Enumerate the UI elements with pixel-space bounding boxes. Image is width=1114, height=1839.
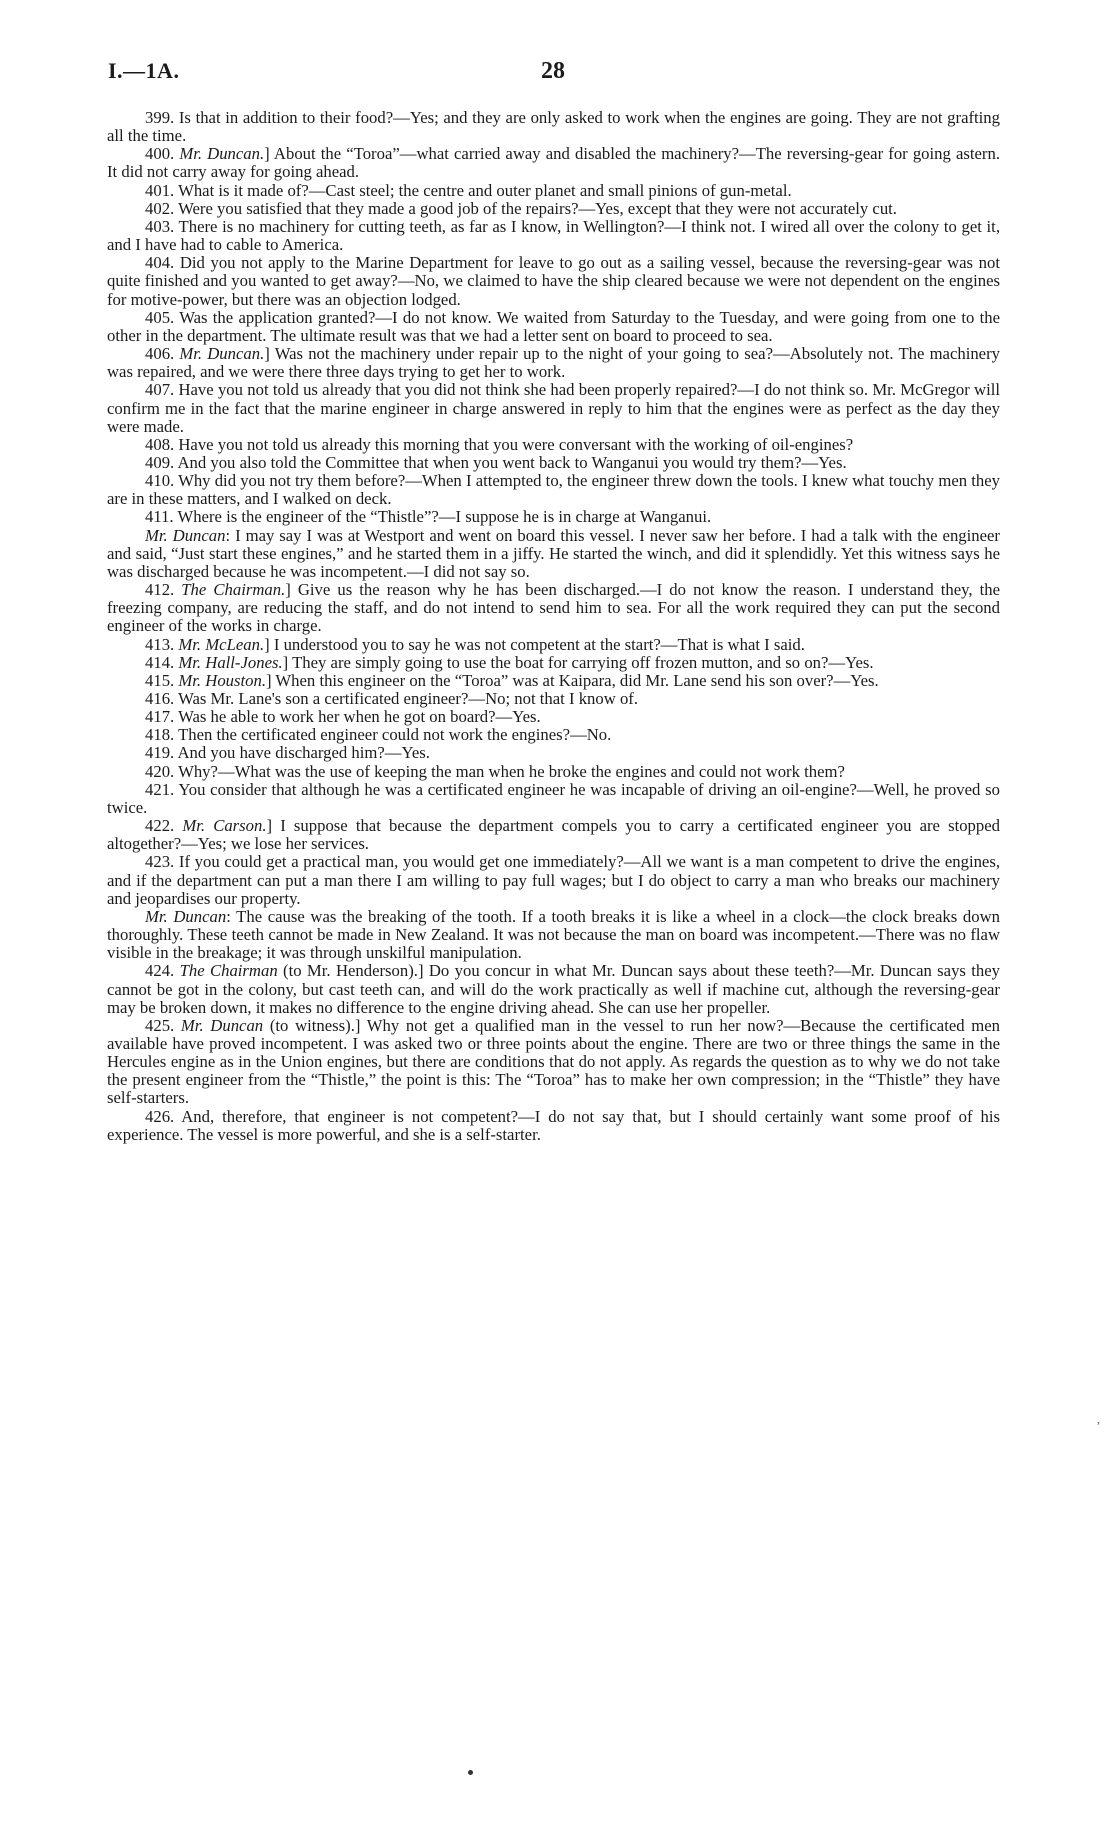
paragraph-text: Did you not apply to the Marine Department for leave to go out as a sailing vessel, because the reversing-gear was not quite finished and you wanted to get away?—No, we claimed to have the ship cleared because we were not dependent on the engines for motive-power, but there was an objection lodged. <box>107 253 1000 309</box>
testimony-paragraph <box>107 962 1000 1016</box>
question-number: 407. <box>145 380 175 400</box>
speaker-name: Mr. Houston. <box>178 670 266 690</box>
paragraph-text: If you could get a practical man, you would get one immediately?—All we want is a man competent to drive the engines, and if the department can put a man there I am willing to pay full wages; but I do object to carry a man who breaks our machinery and jeopardises our property. <box>107 852 1000 908</box>
paragraph-text: Have you not told us already that you did not think she had been properly repaired?—I do not think so. Mr. McGregor will confirm me in the fact that the marine engineer in charge answered in reply to him that the engines were as perfect as the day they were made. <box>107 380 1000 436</box>
question-number: 425. <box>145 1015 175 1035</box>
testimony-paragraph <box>107 309 1000 345</box>
testimony-paragraph <box>107 708 1000 726</box>
speaker-name: Mr. Duncan <box>180 1015 264 1035</box>
page-number: 28 <box>541 58 565 84</box>
paragraph-text: Where is the engineer of the “Thistle”?—I suppose he is in charge at Wanganui. <box>173 507 712 527</box>
testimony-paragraph <box>107 690 1000 708</box>
testimony-paragraph <box>107 381 1000 435</box>
question-number: 416. <box>145 689 175 708</box>
testimony-paragraph <box>107 744 1000 762</box>
paragraph-text: Why?—What was the use of keeping the man when he broke the engines and could not work them? <box>174 761 845 781</box>
question-number: 400. <box>145 144 175 164</box>
testimony-paragraph <box>107 182 1000 200</box>
paragraph-text: ] When this engineer on the “Toroa” was at Kaipara, did Mr. Lane send his son over?—Yes. <box>266 670 879 690</box>
testimony-paragraph <box>107 345 1000 381</box>
testimony-paragraph <box>107 853 1000 907</box>
testimony-paragraph <box>107 781 1000 817</box>
question-number: 422. <box>145 816 175 836</box>
speaker-name: The Chairman. <box>181 580 286 600</box>
paragraph-text: (to witness).] Why not get a qualified man in the vessel to run her now?—Because the certificated men available have proved incompetent. I was asked two or three points about the engine. There are two or three things the same in the Hercules engine as in the Union engines, but there are conditions that do not apply. As regards the question as to why we do not take the present engineer from the “Thistle,” the point is this: The “Toroa” has to make her own compression; in the “Thistle” they have self-starters. <box>107 1015 1001 1108</box>
paragraph-text: ] Give us the reason why he has been discharged.—I do not know the reason. I understand they, the freezing company, are reducing the staff, and do not intend to send him to sea. For all the work required they can put the second engineer of the works in charge. <box>107 580 1001 636</box>
speaker-name: The Chairman <box>179 961 278 981</box>
paragraph-text: Why did you not try them before?—When I attempted to, the engineer threw down the tools. I knew what touchy men they are in these matters, and I walked on deck. <box>107 471 1000 509</box>
question-number: 405. <box>145 307 175 327</box>
testimony-paragraph <box>107 763 1000 781</box>
question-number: 408. <box>145 434 175 454</box>
document-code: I.—1A. <box>108 58 180 83</box>
testimony-paragraph <box>107 508 1000 526</box>
question-number: 412. <box>145 580 175 600</box>
paragraph-text: : The cause was the breaking of the tooth. If a tooth breaks it is like a wheel in a clock—the clock breaks down thoroughly. These teeth cannot be made in New Zealand. It was not because the man on board was incompetent.—There was no flaw visible in the breakage; it was through unskilful manipulation. <box>107 906 1000 963</box>
testimony-paragraph <box>107 454 1000 472</box>
testimony-paragraph <box>107 436 1000 454</box>
question-number: 424. <box>145 961 175 981</box>
testimony-paragraph <box>107 1017 1000 1108</box>
paragraph-text: ] Was not the machinery under repair up to the night of your going to sea?—Absolutely not. The machinery was repaired, and we were there three days trying to get her to work. <box>107 344 1000 382</box>
paragraph-text: You consider that although he was a certificated engineer he was incapable of driving an oil-engine?—Well, he proved so twice. <box>107 779 1000 817</box>
testimony-paragraph <box>107 1108 1000 1144</box>
speaker-name: Mr. Duncan. <box>179 144 265 164</box>
paragraph-text: Have you not told us already this morning that you were conversant with the working of oil-engines? <box>174 434 854 454</box>
testimony-paragraph <box>107 472 1000 508</box>
question-number: 404. <box>145 253 175 273</box>
testimony-paragraph <box>107 817 1000 853</box>
page-header <box>108 58 998 94</box>
question-number: 419. <box>145 743 175 763</box>
testimony-paragraph <box>107 218 1000 254</box>
question-number: 406. <box>145 344 175 364</box>
testimony-paragraph <box>107 109 1000 145</box>
question-number: 402. <box>145 198 175 218</box>
question-number: 410. <box>145 471 175 491</box>
testimony-paragraph <box>107 636 1000 654</box>
paragraph-text: ] I suppose that because the department compels you to carry a certificated engineer you are stopped altogether?—Yes; we lose her services. <box>107 816 1000 854</box>
ink-dot <box>468 1770 473 1775</box>
question-number: 414. <box>145 652 175 672</box>
testimony-paragraph <box>107 145 1000 181</box>
body-text <box>107 109 1000 1144</box>
paragraph-text: ] I understood you to say he was not competent at the start?—That is what I said. <box>264 634 805 654</box>
speaker-name: Mr. Carson. <box>182 816 267 836</box>
paragraph-text: Was Mr. Lane's son a certificated engineer?—No; not that I know of. <box>174 689 639 708</box>
paragraph-text: Were you satisfied that they made a good job of the repairs?—Yes, except that they were not accurately cut. <box>174 198 897 218</box>
question-number: 411. <box>145 507 174 527</box>
paragraph-text: And, therefore, that engineer is not competent?—I do not say that, but I should certainly want some proof of his experience. The vessel is more powerful, and she is a self-starter. <box>107 1106 1000 1144</box>
paragraph-text: There is no machinery for cutting teeth, as far as I know, in Wellington?—I think not. I wired all over the colony to get it, and I have had to cable to America. <box>107 216 1000 255</box>
question-number: 418. <box>145 725 175 745</box>
testimony-paragraph <box>107 200 1000 218</box>
paragraph-text: What is it made of?—Cast steel; the centre and outer planet and small pinions of gun-metal. <box>174 180 792 200</box>
paragraph-text: Was the application granted?—I do not know. We waited from Saturday to the Tuesday, and were going from one to the other in the department. The ultimate result was that we had a letter sent on board to proceed to sea. <box>107 307 1000 345</box>
testimony-paragraph <box>107 527 1000 581</box>
paragraph-text: Is that in addition to their food?—Yes; and they are only asked to work when the engines are going. They are not grafting all the time. <box>107 108 1000 146</box>
question-number: 413. <box>145 634 175 654</box>
paragraph-text: : I may say I was at Westport and went on board this vessel. I never saw her before. I had a talk with the engineer and said, “Just start these engines,” and he started them in a jiffy. He started the winch, and did it splendidly. Yet this witness says he was discharged because he was incompetent.—I did not say so. <box>107 525 1000 581</box>
question-number: 409. <box>145 452 175 472</box>
speaker-name: Mr. Duncan <box>145 525 226 545</box>
testimony-paragraph <box>107 654 1000 672</box>
testimony-paragraph <box>107 908 1000 962</box>
question-number: 426. <box>145 1106 175 1126</box>
paragraph-text: And you also told the Committee that when you went back to Wanganui you would try them?—Yes. <box>174 452 847 472</box>
testimony-paragraph <box>107 254 1000 308</box>
margin-mark: , <box>1097 1412 1100 1426</box>
speaker-name: Mr. Hall-Jones. <box>178 652 283 672</box>
speaker-name: Mr. McLean. <box>178 634 265 654</box>
paragraph-text: Then the certificated engineer could not work the engines?—No. <box>174 725 612 745</box>
question-number: 403. <box>145 216 175 236</box>
paragraph-text: (to Mr. Henderson).] Do you concur in what Mr. Duncan says about these teeth?—Mr. Duncan says they cannot be got in the colony, but cast teeth can, and will do the work practically as well if machine cut, although the reversing-gear may be broken down, it makes no difference to the engine driving ahead. She can use her propeller. <box>107 961 1001 1017</box>
question-number: 423. <box>145 852 175 872</box>
testimony-paragraph <box>107 581 1000 635</box>
question-number: 401. <box>145 180 175 200</box>
question-number: 417. <box>145 707 175 727</box>
paragraph-text: Was he able to work her when he got on board?—Yes. <box>174 707 541 727</box>
testimony-paragraph <box>107 672 1000 690</box>
question-number: 420. <box>145 761 175 781</box>
paragraph-text: ] They are simply going to use the boat for carrying off frozen mutton, and so on?—Yes. <box>282 652 874 672</box>
question-number: 415. <box>145 670 175 690</box>
question-number: 399. <box>145 108 175 127</box>
paragraph-text: And you have discharged him?—Yes. <box>174 743 430 763</box>
testimony-paragraph <box>107 726 1000 744</box>
paragraph-text: ] About the “Toroa”—what carried away and disabled the machinery?—The reversing-gear for going astern. It did not carry away for going ahead. <box>107 144 1000 182</box>
speaker-name: Mr. Duncan. <box>179 344 265 364</box>
speaker-name: Mr. Duncan <box>145 906 227 926</box>
question-number: 421. <box>145 779 175 799</box>
